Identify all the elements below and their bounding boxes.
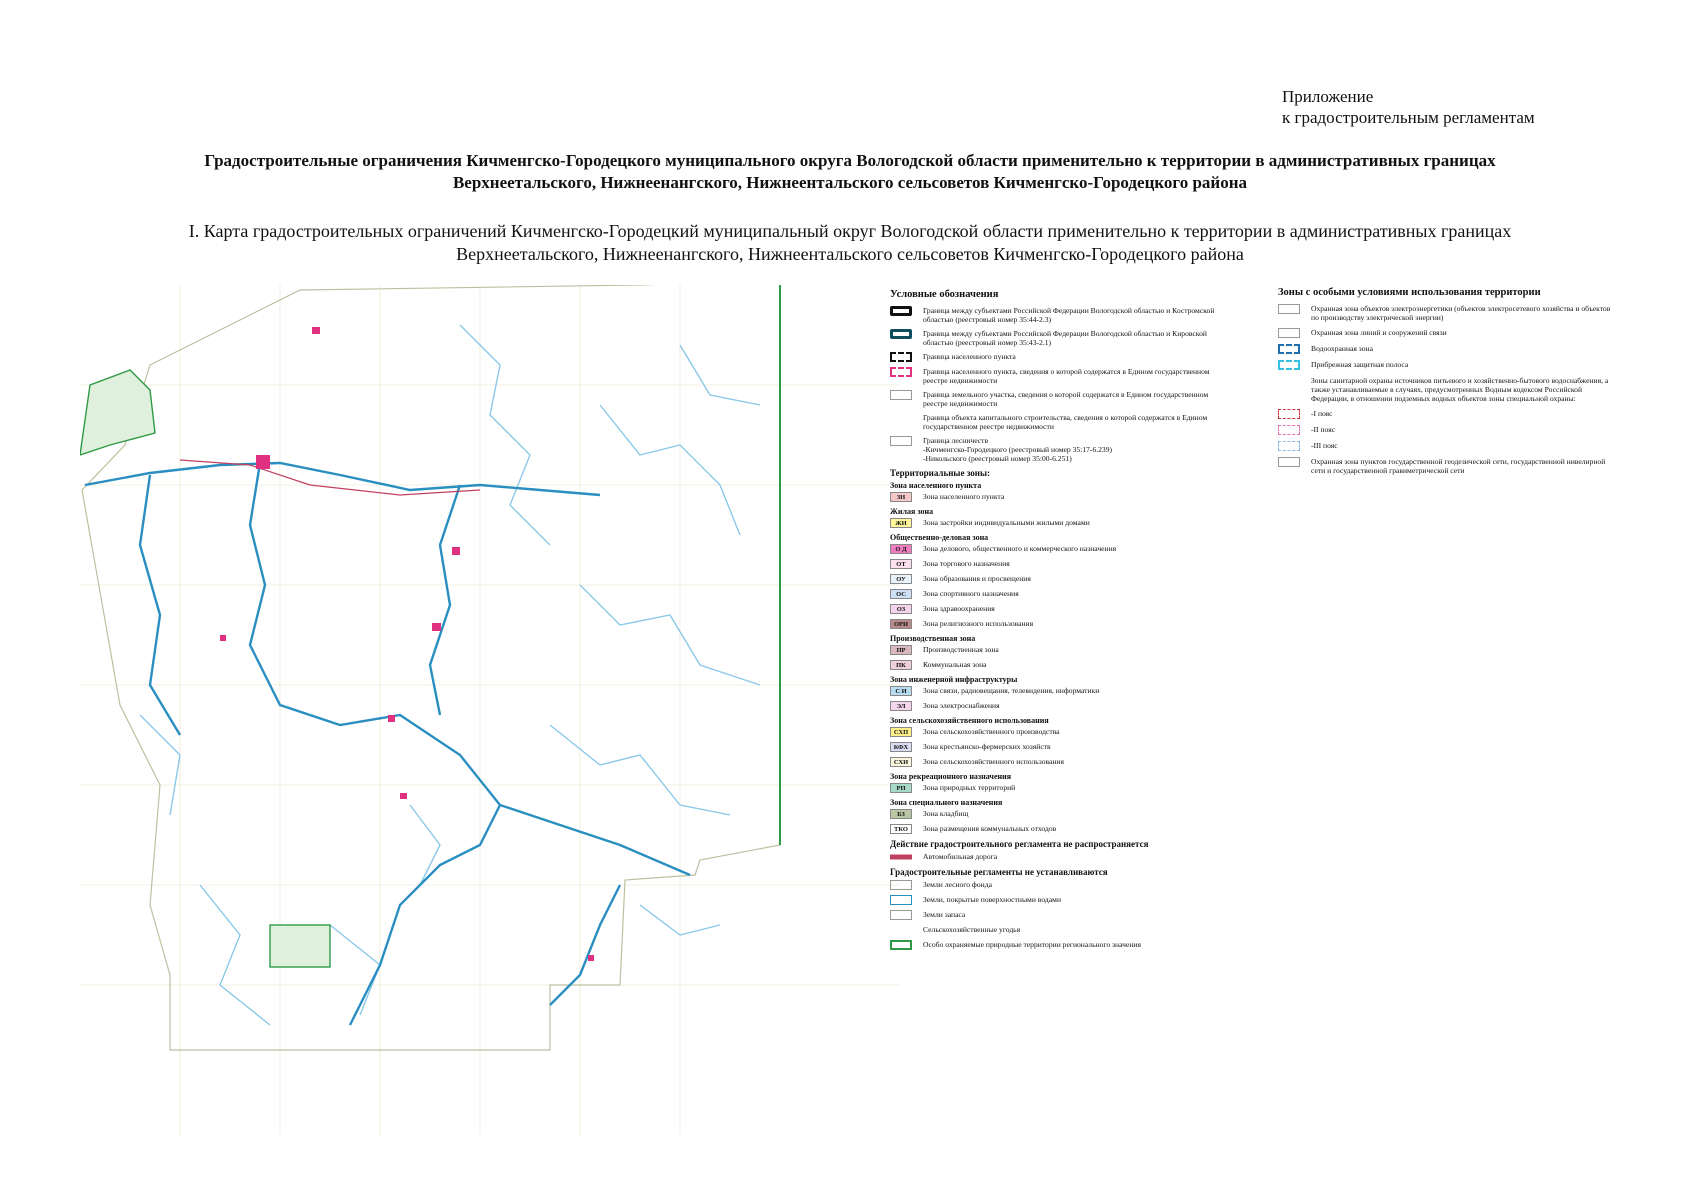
legend-swatch-icon: ОУ bbox=[890, 574, 912, 584]
legend-category: Зона сельскохозяйственного использования bbox=[890, 716, 1049, 725]
legend-item-label: Зона кладбищ bbox=[923, 809, 969, 818]
legend-category: Зона инженерной инфраструктуры bbox=[890, 675, 1018, 684]
legend-swatch-icon bbox=[890, 880, 912, 890]
legend-swatch-icon bbox=[890, 329, 912, 339]
legend-item-label: Охранная зона линий и сооружений связи bbox=[1311, 328, 1447, 337]
legend-item-label: Зона спортивного назначения bbox=[923, 589, 1019, 598]
page-title bbox=[60, 150, 1640, 194]
legend-item-label: Водоохранная зона bbox=[1311, 344, 1373, 353]
legend-section-heading: Градостроительные регламенты не устанавливаются bbox=[890, 867, 1108, 877]
legend-swatch-icon bbox=[890, 852, 912, 862]
legend-item-label: Граница земельного участка, сведения о которой содержатся в Едином государственном реестре недвижимости bbox=[923, 390, 1209, 408]
legend-item-label: Зона образования и просвещения bbox=[923, 574, 1031, 583]
legend-swatch-icon: ОС bbox=[890, 589, 912, 599]
subtitle-line-2: Верхнеетальского, Нижнеенангского, Нижнеентальского сельсоветов Кичменгско-Городецкого района bbox=[456, 244, 1244, 264]
legend-swatch-icon: ЖИ bbox=[890, 518, 912, 528]
legend-swatch-icon bbox=[1278, 409, 1300, 419]
legend-item-label: -II пояс bbox=[1311, 425, 1336, 434]
appendix-line-2: к градостроительным регламентам bbox=[1282, 108, 1535, 127]
legend-item bbox=[890, 619, 1225, 629]
legend-item bbox=[890, 492, 1225, 502]
subtitle-line-1: I. Карта градостроительных ограничений Кичменгско-Городецкий муниципальный округ Вологодской области применительно к территории в административных границах bbox=[188, 221, 1512, 241]
territory-map[interactable] bbox=[80, 285, 900, 1135]
title-line-1: Градостроительные ограничения Кичменгско-Городецкого муниципального округа Вологодской области применительно к территории в административных границах bbox=[204, 151, 1496, 170]
legend-item bbox=[890, 367, 1225, 385]
legend-item-label: Граница населенного пункта bbox=[923, 352, 1016, 361]
legend-item bbox=[890, 727, 1225, 737]
legend-item bbox=[890, 701, 1225, 711]
special-zone-item bbox=[1278, 425, 1618, 435]
legend-item-label: Земли лесного фонда bbox=[923, 880, 992, 889]
legend-item-label: Зона крестьянско-фермерских хозяйств bbox=[923, 742, 1051, 751]
legend-category: Зона населенного пункта bbox=[890, 481, 982, 490]
legend-item-label: Граница населенного пункта, сведения о которой содержатся в Едином государственном реестре недвижимости bbox=[923, 367, 1210, 385]
legend-item-label: Охранная зона пунктов государственной геодезической сети, государственной нивелирной сети и государственной гравиметрической сети bbox=[1311, 457, 1606, 475]
legend-swatch-icon bbox=[890, 352, 912, 362]
legend-swatch-icon: ПР bbox=[890, 645, 912, 655]
special-zone-item bbox=[1278, 328, 1618, 338]
legend-item-label: -III пояс bbox=[1311, 441, 1338, 450]
legend-item-label: Зона природных территорий bbox=[923, 783, 1016, 792]
appendix-note bbox=[1282, 86, 1535, 128]
legend-category: Жилая зона bbox=[890, 507, 934, 516]
legend-item bbox=[890, 390, 1225, 408]
legend-item-label: Зона сельскохозяйственного производства bbox=[923, 727, 1060, 736]
legend-item-label: Охранная зона объектов электроэнергетики (объектов электросетевого хозяйства и объектов по производству электрической энергии) bbox=[1311, 304, 1611, 322]
legend-category: Зона рекреационного назначения bbox=[890, 772, 1012, 781]
legend-swatch-icon: ОЗ bbox=[890, 604, 912, 614]
legend-item bbox=[890, 910, 1225, 920]
legend-item bbox=[890, 742, 1225, 752]
legend-swatch-icon bbox=[890, 436, 912, 446]
legend-item bbox=[890, 604, 1225, 614]
legend-item-label: Земли запаса bbox=[923, 910, 966, 919]
special-zone-item bbox=[1278, 457, 1618, 475]
protected-areas bbox=[80, 370, 330, 967]
legend-item-label: Зона сельскохозяйственного использования bbox=[923, 757, 1064, 766]
legend-item bbox=[890, 436, 1225, 463]
legend-item-label: Граница лесничеств -Кичменгско-Городецкого (реестровый номер 35:17-6.239) -Никольского (реестровый номер 35:00-6.251) bbox=[923, 436, 1113, 463]
legend-swatch-icon: ОРИ bbox=[890, 619, 912, 629]
legend-item-label: Земли, покрытые поверхностными водами bbox=[923, 895, 1062, 904]
legend-item bbox=[890, 413, 1225, 431]
legend-section-heading: Территориальные зоны: bbox=[890, 468, 990, 478]
legend-item-label: Производственная зона bbox=[923, 645, 999, 654]
legend-section-heading: Действие градостроительного регламента не распространяется bbox=[890, 839, 1149, 849]
legend-item bbox=[890, 589, 1225, 599]
legend-item-label: Сельскохозяйственные угодья bbox=[923, 925, 1021, 934]
legend-item bbox=[890, 824, 1225, 834]
legend-category: Зона специального назначения bbox=[890, 798, 1003, 807]
legend-item-label: Граница между субъектами Российской Федерации Вологодской областью и Костромской областью (реестровый номер 35:44-2.3) bbox=[923, 306, 1215, 324]
legend-swatch-icon: О Д bbox=[890, 544, 912, 554]
legend-special-zones bbox=[1278, 287, 1618, 481]
map-subtitle bbox=[60, 220, 1640, 266]
legend-swatch-icon: ТКО bbox=[890, 824, 912, 834]
legend-swatch-icon bbox=[1278, 344, 1300, 354]
legend-swatch-icon bbox=[1278, 457, 1300, 467]
legend-swatch-icon bbox=[1278, 376, 1300, 386]
legend-item bbox=[890, 757, 1225, 767]
river-network bbox=[85, 463, 690, 1025]
legend-item bbox=[890, 783, 1225, 793]
legend-swatch-icon bbox=[890, 390, 912, 400]
legend-item bbox=[890, 925, 1225, 935]
special-zone-item bbox=[1278, 409, 1618, 419]
legend-swatch-icon: ПК bbox=[890, 660, 912, 670]
special-zone-item bbox=[1278, 376, 1618, 403]
legend-swatch-icon: С И bbox=[890, 686, 912, 696]
legend-item bbox=[890, 544, 1225, 554]
stream-network bbox=[140, 325, 760, 1025]
legend-item-label: -I пояс bbox=[1311, 409, 1333, 418]
legend-item-label: Зона застройки индивидуальными жилыми домами bbox=[923, 518, 1090, 527]
legend-item bbox=[890, 559, 1225, 569]
legend-swatch-icon bbox=[890, 925, 912, 935]
legend-item-label: Зона населенного пункта bbox=[923, 492, 1005, 501]
legend-item bbox=[890, 329, 1225, 347]
legend-swatch-icon bbox=[890, 413, 912, 423]
legend-swatch-icon bbox=[890, 940, 912, 950]
legend-item-label: Автомобильная дорога bbox=[923, 852, 998, 861]
legend-item bbox=[890, 940, 1225, 950]
special-zone-heading: Зоны с особыми условиями использования территории bbox=[1278, 287, 1541, 298]
legend-item-label: Граница объекта капитального строительства, сведения о которой содержатся в Едином государственном реестре недвижимости bbox=[923, 413, 1208, 431]
legend-item-label: Зона размещения коммунальных отходов bbox=[923, 824, 1057, 833]
legend-item bbox=[890, 645, 1225, 655]
legend-item bbox=[890, 660, 1225, 670]
title-line-2: Верхнеетальского, Нижнеенангского, Нижнеентальского сельсоветов Кичменгско-Городецкого района bbox=[452, 173, 1248, 192]
legend-item-label: Зона делового, общественного и коммерческого назначения bbox=[923, 544, 1117, 553]
legend-swatch-icon bbox=[890, 910, 912, 920]
legend-swatch-icon: ЭЛ bbox=[890, 701, 912, 711]
legend-swatch-icon: КФХ bbox=[890, 742, 912, 752]
legend-swatch-icon bbox=[1278, 328, 1300, 338]
legend-item-label: Зона религиозного использования bbox=[923, 619, 1034, 628]
legend-swatch-icon bbox=[890, 895, 912, 905]
legend-item bbox=[890, 809, 1225, 819]
legend-heading: Условные обозначения bbox=[890, 289, 999, 300]
legend-swatch-icon: ЗН bbox=[890, 492, 912, 502]
legend-item-label: Зона здравоохранения bbox=[923, 604, 995, 613]
legend-swatch-icon bbox=[1278, 304, 1300, 314]
legend-item bbox=[890, 852, 1225, 862]
special-zone-item bbox=[1278, 304, 1618, 322]
legend-item bbox=[890, 574, 1225, 584]
legend-swatch-icon: РП bbox=[890, 783, 912, 793]
legend-item bbox=[890, 880, 1225, 890]
legend-item bbox=[890, 895, 1225, 905]
legend-swatch-icon: СХИ bbox=[890, 757, 912, 767]
legend-item bbox=[890, 352, 1225, 362]
legend-item-label: Особо охраняемые природные территории регионального значения bbox=[923, 940, 1141, 949]
legend-item bbox=[890, 306, 1225, 324]
legend-swatch-icon bbox=[890, 367, 912, 377]
legend-swatch-icon bbox=[1278, 425, 1300, 435]
legend-swatch-icon: ОТ bbox=[890, 559, 912, 569]
legend-item-label: Зона электроснабжения bbox=[923, 701, 1000, 710]
legend-category: Общественно-деловая зона bbox=[890, 533, 989, 542]
legend-item-label: Прибрежная защитная полоса bbox=[1311, 360, 1409, 369]
special-zone-item bbox=[1278, 344, 1618, 354]
legend-item-label: Зона торгового назначения bbox=[923, 559, 1010, 568]
legend-category: Производственная зона bbox=[890, 634, 976, 643]
legend-item-label: Зоны санитарной охраны источников питьевого и хозяйственно-бытового водоснабжения, а также устанавливаемые в случаях, предусмотренных Водным кодексом Российской Федерации, в отношении подземных водных объектов зоны специальной охраны: bbox=[1311, 376, 1609, 403]
settlements bbox=[220, 327, 594, 961]
legend-item bbox=[890, 518, 1225, 528]
legend-swatch-icon bbox=[1278, 360, 1300, 370]
legend-item-label: Граница между субъектами Российской Федерации Вологодской областью и Кировской областью (реестровый номер 35:43-2.1) bbox=[923, 329, 1207, 347]
legend-swatch-icon bbox=[1278, 441, 1300, 451]
legend-item-label: Зона связи, радиовещания, телевидения, информатики bbox=[923, 686, 1100, 695]
special-zone-item bbox=[1278, 441, 1618, 451]
legend-item bbox=[890, 686, 1225, 696]
legend-swatch-icon: СХП bbox=[890, 727, 912, 737]
special-zone-item bbox=[1278, 360, 1618, 370]
legend-item-label: Коммунальная зона bbox=[923, 660, 987, 669]
legend-swatch-icon bbox=[890, 306, 912, 316]
legend-main bbox=[890, 289, 1225, 955]
appendix-line-1: Приложение bbox=[1282, 87, 1374, 106]
legend-swatch-icon: БЗ bbox=[890, 809, 912, 819]
